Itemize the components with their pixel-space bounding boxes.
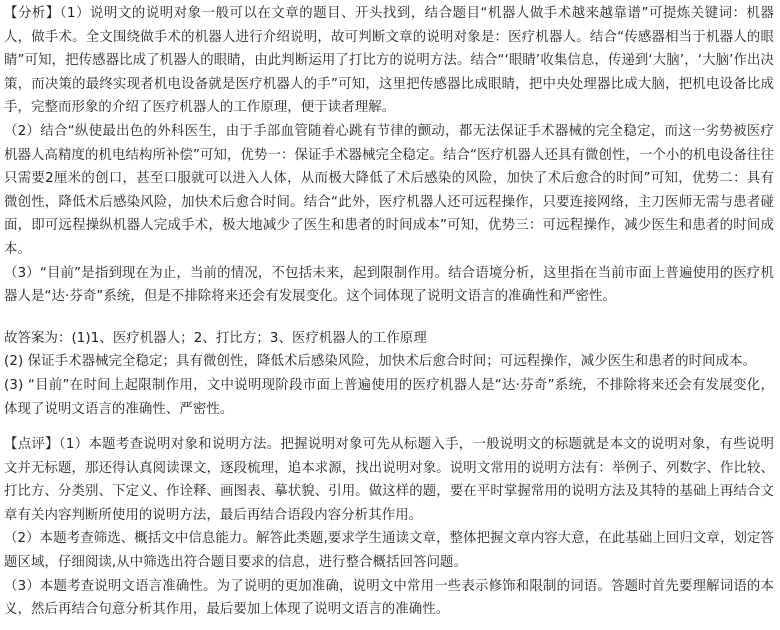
section-gap <box>4 309 774 327</box>
comment-paragraph-2: （2）本题考查筛选、概括文中信息能力。解答此类题,要求学生通读文章，整体把握文章内容大意，在此基础上回归文章，划定答题区域，仔细阅读,从中筛选出符合题目要求的信息，进行整合概括回答问题。 <box>4 531 774 571</box>
analysis-paragraph-2: （2）结合“纵使最出色的外科医生，由于手部血管随着心跳有节律的颤动，都无法保证手术器械的完全稳定，而这一劣势被医疗机器人高精度的机电结构所补偿”可知，优势一：保证手术器械完全稳定。结合“医疗机器人还具有微创性，一个小的机电设备往往只需要2厘米的创口，甚至口服就可以进入人体，从而极大降低了术后感染的风险，加快了术后愈合的时间”可知，优势二：具有微创性，降低术后感染风险，加快术后愈合时间。结合“此外，医疗机器人还可远程操作，只要连接网络，主刀医师无需与患者碰面，即可远程操纵机器人完成手术，极大地减少了医生和患者的时间成本”可知，优势三：可远程操作，减少医生和患者的时间成本。 <box>4 123 774 257</box>
answer-line-2: (2) 保证手术器械完全稳定；具有微创性，降低术后感染风险，加快术后愈合时间；可远程操作，减少医生和患者的时间成本。 <box>4 354 757 370</box>
section-gap <box>4 421 774 433</box>
comment-paragraph-3: （3）本题考查说明文语言准确性。为了说明的更加准确，说明文中常用一些表示修饰和限制的词语。答题时首先要理解词语的本义，然后再结合句意分析其作用，最后要加上体现了说明文语言的准确性。 <box>4 578 774 618</box>
solution-page <box>0 2 780 630</box>
answer-line-1: 故答案为：(1)1、医疗机器人；2、打比方；3、医疗机器人的工作原理 <box>4 330 427 346</box>
comment-paragraph-1: 【点评】（1）本题考查说明对象和说明方法。把握说明对象可先从标题入手，一般说明文的标题就是本文的说明对象，有些说明文并无标题，那还得认真阅读课文，逐段梳理，追本求源，找出说明对象。说明文常用的说明方法有：举例子、列数字、作比较、打比方、分类别、下定义、作诠释、画图表、摹状貌、引用。做这样的题，要在平时掌握常用的说明方法及其特的基础上再结合文章有关内容判断所使用的说明方法，最后再结合语段内容分析其作用。 <box>4 437 774 523</box>
analysis-paragraph-1: 【分析】（1）说明文的说明对象一般可以在文章的题目、开头找到，结合题目“机器人做手术越来越靠谱”可提炼关键词：机器人，做手术。全文围绕做手术的机器人进行介绍说明，故可判断文章的说明对象是：医疗机器人。结合“传感器相当于机器人的眼睛”可知，把传感器比成了机器人的眼睛，由此判断运用了打比方的说明方法。结合“‘眼睛’收集信息，传递到‘大脑’，‘大脑’作出决策，而决策的最终实现者机电设备就是医疗机器人的手”可知，这里把传感器比成眼睛，把中央处理器比成大脑，把机电设备比成手，完整而形象的介绍了医疗机器人的工作原理，便于读者理解。 <box>4 6 774 116</box>
analysis-paragraph-3: （3）“目前”是指到现在为止，当前的情况，不包括未来，起到限制作用。结合语境分析，这里指在当前市面上普遍使用的医疗机器人是“达·芬奇”系统，但是不排除将来还会有发展变化。这个词体现了说明文语言的准确性和严密性。 <box>4 265 774 305</box>
analysis-section <box>4 2 774 309</box>
answer-section <box>4 327 774 421</box>
comment-section <box>4 433 774 622</box>
answer-line-3: (3) “目前”在时间上起限制作用，文中说明现阶段市面上普遍使用的医疗机器人是“达·芬奇”系统，不排除将来还会有发展变化，体现了说明文语言的准确性、严密性。 <box>4 377 774 417</box>
